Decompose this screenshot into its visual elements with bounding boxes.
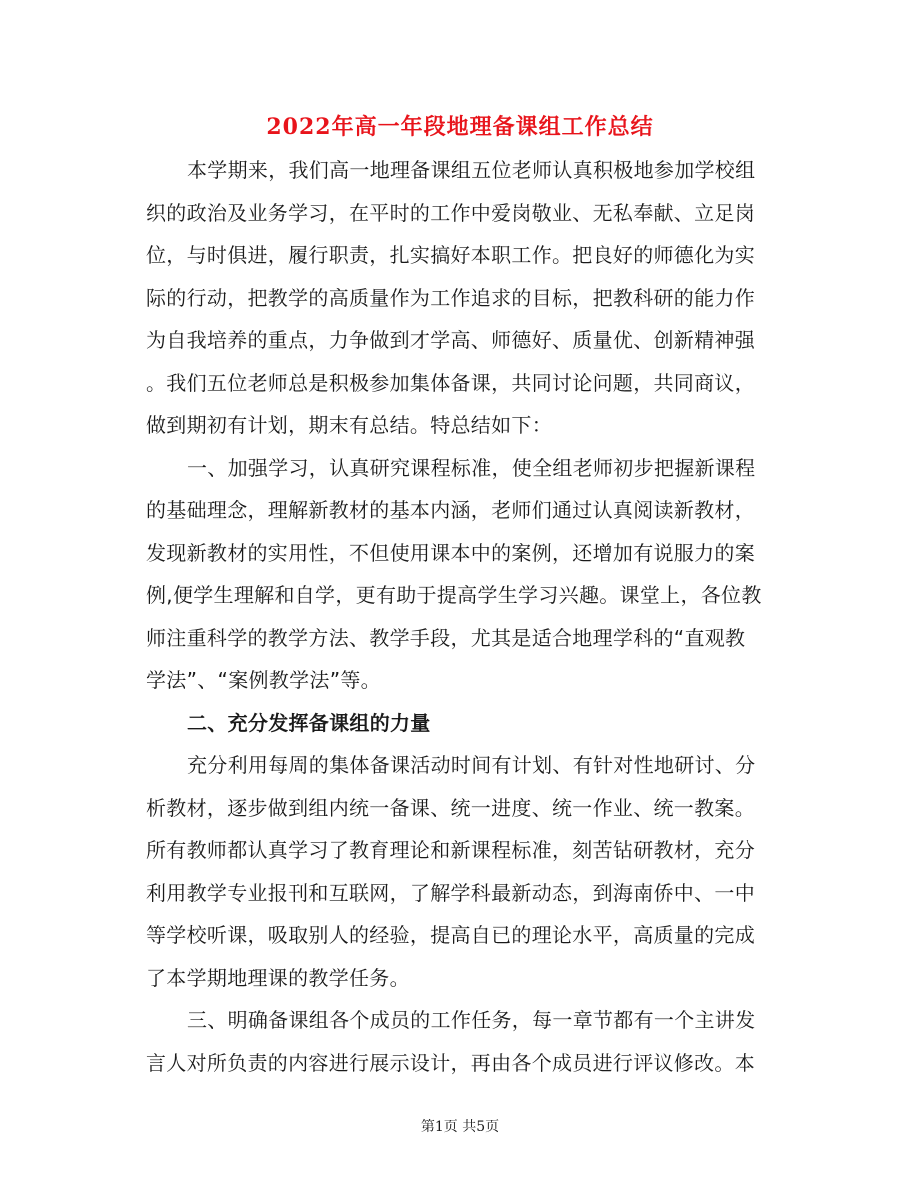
- paragraph-1-line-3: 位，与时俱进，履行职责，扎实搞好本职工作。把良好的师德化为实: [146, 243, 755, 267]
- paragraph-3-line-4: 利用教学专业报刊和互联网，了解学科最新动态，到海南侨中、一中: [146, 881, 755, 905]
- paragraph-4-line-2: 言人对所负责的内容进行展示设计，再由各个成员进行评议修改。本: [146, 1051, 755, 1075]
- paragraph-1-line-2: 织的政治及业务学习，在平时的工作中爱岗敬业、无私奉献、立足岗: [146, 201, 755, 225]
- paragraph-3-line-2: 析教材，逐步做到组内统一备课、统一进度、统一作业、统一教案。: [146, 796, 755, 820]
- paragraph-3-line-1: 充分利用每周的集体备课活动时间有计划、有针对性地研讨、分: [187, 753, 756, 777]
- paragraph-1-line-6: 。我们五位老师总是积极参加集体备课，共同讨论问题，共同商议，: [146, 371, 755, 395]
- paragraph-2-line-5: 师注重科学的教学方法、教学手段，尤其是适合地理学科的“直观教: [146, 626, 746, 650]
- paragraph-3-line-6: 了本学期地理课的教学任务。: [146, 966, 410, 990]
- paragraph-3-line-5: 等学校听课，吸取别人的经验，提高自已的理论水平，高质量的完成: [146, 923, 755, 947]
- document-title: 2022年高一年段地理备课组工作总结: [266, 114, 654, 140]
- paragraph-2-line-3: 发现新教材的实用性，不但使用课本中的案例，还增加有说服力的案: [146, 541, 755, 565]
- paragraph-1-line-5: 为自我培养的重点，力争做到才学高、师德好、质量优、创新精神强: [146, 328, 755, 352]
- paragraph-2-line-2: 的基础理念，理解新教材的基本内涵，老师们通过认真阅读新教材，: [146, 498, 755, 522]
- paragraph-2-line-6: 学法”、“案例教学法”等。: [146, 668, 381, 692]
- section-heading-2: 二、充分发挥备课组的力量: [187, 711, 431, 735]
- paragraph-3-line-3: 所有教师都认真学习了教育理论和新课程标准，刻苦钻研教材，充分: [146, 838, 755, 862]
- paragraph-1-line-1: 本学期来，我们高一地理备课组五位老师认真积极地参加学校组: [187, 158, 756, 182]
- paragraph-2-line-1: 一、加强学习，认真研究课程标准，使全组老师初步把握新课程: [187, 456, 756, 480]
- page-number-footer: 第1页 共5页: [420, 1119, 500, 1135]
- paragraph-1-line-7: 做到期初有计划，期末有总结。特总结如下：: [146, 413, 552, 437]
- paragraph-2-line-4: 例,便学生理解和自学，更有助于提高学生学习兴趣。课堂上，各位教: [146, 583, 762, 607]
- paragraph-4-line-1: 三、明确备课组各个成员的工作任务，每一章节都有一个主讲发: [187, 1008, 756, 1032]
- paragraph-1-line-4: 际的行动，把教学的高质量作为工作追求的目标，把教科研的能力作: [146, 286, 755, 310]
